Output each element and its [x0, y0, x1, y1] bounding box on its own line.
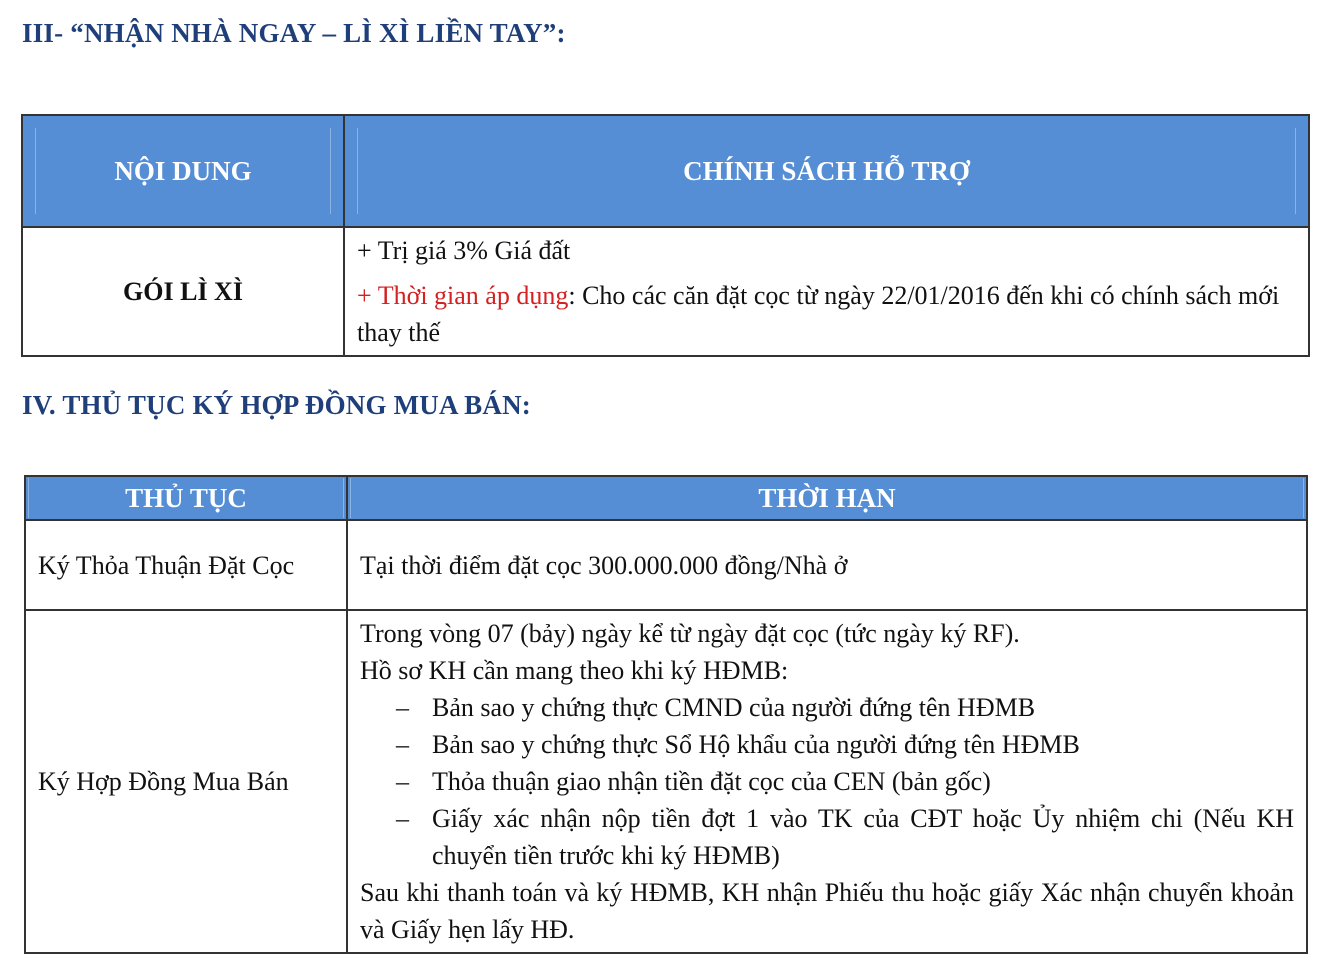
- bullet-dash: –: [396, 693, 409, 722]
- bullet-dash: –: [396, 730, 409, 759]
- table-row: [25, 520, 1307, 610]
- policy-period-label: + Thời gian áp dụng: [357, 281, 569, 310]
- header-procedure: THỦ TỤC: [25, 476, 347, 520]
- procedure-purchase-contract: Ký Hợp Đồng Mua Bán: [25, 610, 347, 953]
- list-item: – Giấy xác nhận nộp tiền đợt 1 vào TK của CĐT hoặc Ủy nhiệm chi (Nếu KH chuyển tiền trước khi ký HĐMB): [360, 800, 1294, 874]
- list-item: – Thỏa thuận giao nhận tiền đặt cọc của CEN (bản gốc): [360, 763, 1294, 800]
- bullet-dash: –: [396, 767, 409, 796]
- lixi-package-label: GÓI LÌ XÌ: [22, 227, 344, 356]
- list-item: – Bản sao y chứng thực CMND của người đứng tên HĐMB: [360, 689, 1294, 726]
- table-header-row: [25, 476, 1307, 520]
- contract-procedure-table: [24, 475, 1308, 954]
- policy-period-text: : Cho các căn đặt cọc từ ngày 22/01/2016 đến khi có chính sách mới thay thế: [357, 281, 1280, 347]
- documents-outro: Sau khi thanh toán và ký HĐMB, KH nhận Phiếu thu hoặc giấy Xác nhận chuyển khoản và Giấy hẹn lấy HĐ.: [360, 878, 1294, 944]
- section-4-heading: IV. THỦ TỤC KÝ HỢP ĐỒNG MUA BÁN:: [22, 390, 531, 420]
- header-support-policy: CHÍNH SÁCH HỖ TRỢ: [344, 115, 1309, 227]
- lixi-policy-table: [21, 114, 1310, 357]
- procedure-deposit-agreement: Ký Thỏa Thuận Đặt Cọc: [25, 520, 347, 610]
- table-row: [22, 227, 1309, 356]
- deadline-purchase-contract: [347, 610, 1307, 953]
- policy-period-line: [357, 277, 1296, 351]
- deadline-intro: Trong vòng 07 (bảy) ngày kể từ ngày đặt cọc (tức ngày ký RF).: [360, 619, 1020, 648]
- policy-value-line: + Trị giá 3% Giá đất: [357, 236, 571, 265]
- section-3-heading: III- “NHẬN NHÀ NGAY – LÌ XÌ LIỀN TAY”:: [22, 18, 566, 48]
- table-row: [25, 610, 1307, 953]
- lixi-package-policy: [344, 227, 1309, 356]
- table-header-row: [22, 115, 1309, 227]
- header-deadline: THỜI HẠN: [347, 476, 1307, 520]
- list-item: – Bản sao y chứng thực Sổ Hộ khẩu của người đứng tên HĐMB: [360, 726, 1294, 763]
- bullet-dash: –: [396, 804, 409, 833]
- header-content: NỘI DUNG: [22, 115, 344, 227]
- deadline-deposit-agreement: Tại thời điểm đặt cọc 300.000.000 đồng/Nhà ở: [347, 520, 1307, 610]
- documents-intro: Hồ sơ KH cần mang theo khi ký HĐMB:: [360, 656, 789, 685]
